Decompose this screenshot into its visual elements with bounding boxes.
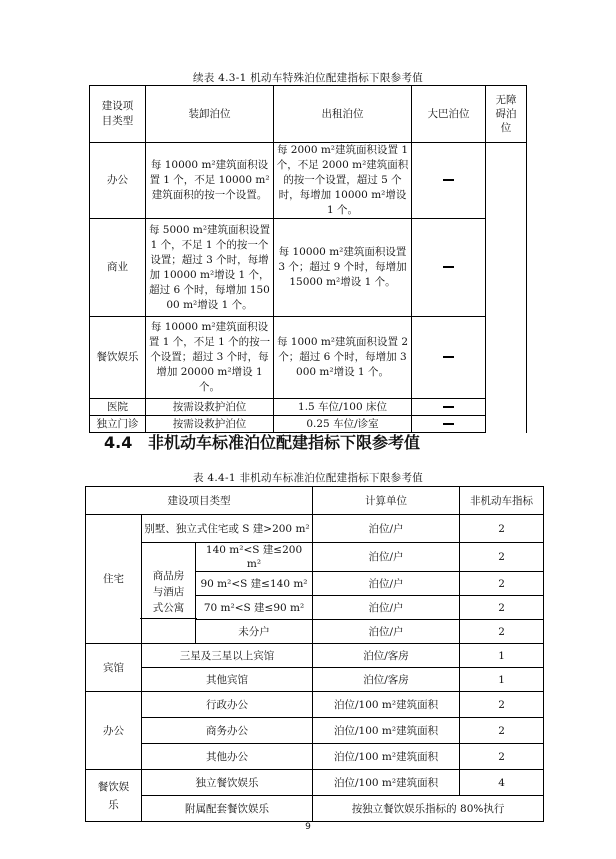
category-housing: 住宅 — [86, 515, 142, 644]
table-row — [86, 692, 544, 718]
item-unit: 泊位/户 — [313, 543, 460, 572]
dash-mark — [443, 406, 454, 408]
item-name: 商务办公 — [142, 718, 313, 744]
item-value: 2 — [460, 572, 544, 596]
row-type: 医院 — [90, 399, 146, 416]
row-type: 商业 — [90, 219, 146, 317]
item-unit: 泊位/100 m²建筑面积 — [313, 770, 460, 796]
item-value: 2 — [460, 596, 544, 620]
table1-header: 无障碍泊位 — [486, 86, 527, 143]
table-row — [86, 796, 544, 822]
item-unit: 泊位/100 m²建筑面积 — [313, 692, 460, 718]
table-row — [86, 770, 544, 796]
loading-cell: 每 10000 m²建筑面积设置 1 个，不足 10000 m²建筑面积的按一个设置。 — [146, 143, 274, 219]
item-unit: 泊位/客房 — [313, 644, 460, 668]
bus-cell — [412, 416, 486, 433]
item-unit: 泊位/户 — [313, 620, 460, 644]
table1-header: 装卸泊位 — [146, 86, 274, 143]
taxi-cell: 每 2000 m²建筑面积设置 1 个，不足 2000 m²建筑面积的按一个设置，超过 5 个时，每增加 10000 m²增设 1 个。 — [274, 143, 412, 219]
item-value: 2 — [460, 620, 544, 644]
item-value: 1 — [460, 644, 544, 668]
table-row — [90, 143, 527, 219]
taxi-cell: 每 1000 m²建筑面积设置 2 个；超过 6 个时，每增加 3000 m²增设 1 个。 — [274, 317, 412, 399]
dash-mark — [443, 423, 454, 425]
accessible-cell — [486, 143, 527, 433]
taxi-cell: 0.25 车位/诊室 — [274, 416, 412, 433]
table1-special-parking — [89, 85, 527, 433]
table2-header: 计算单位 — [313, 487, 460, 515]
item-name: 其他办公 — [142, 744, 313, 770]
taxi-cell: 1.5 车位/100 床位 — [274, 399, 412, 416]
category-office: 办公 — [86, 692, 142, 770]
item-value: 1 — [460, 668, 544, 692]
subgroup-commercial-housing — [142, 543, 196, 644]
table-row — [86, 668, 544, 692]
item-value: 2 — [460, 744, 544, 770]
dash-mark — [443, 266, 454, 268]
item-name: 附属配套餐饮娱乐 — [142, 796, 313, 822]
table2-header-row — [86, 487, 544, 515]
row-type: 餐饮娱乐 — [90, 317, 146, 399]
dash-mark — [443, 179, 454, 181]
table2-header: 建设项目类型 — [86, 487, 313, 515]
item-name: 90 m²<S 建≤140 m² — [196, 572, 313, 596]
item-value: 2 — [460, 543, 544, 572]
row-type: 独立门诊 — [90, 416, 146, 433]
item-name: 行政办公 — [142, 692, 313, 718]
category-dining: 餐饮娱乐 — [86, 770, 142, 822]
item-value: 2 — [460, 718, 544, 744]
table2-header: 非机动车指标 — [460, 487, 544, 515]
item-unit: 泊位/户 — [313, 515, 460, 543]
item-value: 2 — [460, 692, 544, 718]
loading-cell: 每 5000 m²建筑面积设置 1 个，不足 1 个的按一个设置；超过 3 个时，每增加 10000 m²增设 1 个，超过 6 个时，每增加 15000 m²增设 1 个。 — [146, 219, 274, 317]
item-name: 未分户 — [196, 620, 313, 644]
item-unit: 泊位/户 — [313, 596, 460, 620]
row-type: 办公 — [90, 143, 146, 219]
item-value: 4 — [460, 770, 544, 796]
subgroup-label: 商品房与酒店式公寓 — [140, 568, 197, 619]
page-number: 9 — [305, 822, 311, 832]
loading-cell: 按需设救护泊位 — [146, 399, 274, 416]
item-name: 独立餐饮娱乐 — [142, 770, 313, 796]
loading-cell: 每 10000 m²建筑面积设置 1 个，不足 1 个的按一个设置；超过 3 个时，每增加 20000 m²增设 1 个。 — [146, 317, 274, 399]
table-row — [86, 515, 544, 543]
bus-cell — [412, 219, 486, 317]
item-unit: 泊位/户 — [313, 572, 460, 596]
table-row — [86, 543, 544, 572]
dash-mark — [443, 356, 454, 358]
table-row — [86, 644, 544, 668]
table1-header: 大巴泊位 — [412, 86, 486, 143]
table-row — [90, 219, 527, 317]
table1-header: 建设项目类型 — [90, 86, 146, 143]
item-unit: 泊位/客房 — [313, 668, 460, 692]
category-hotel: 宾馆 — [86, 644, 142, 692]
item-unit: 泊位/100 m²建筑面积 — [313, 718, 460, 744]
section-heading — [104, 430, 420, 453]
table-row — [86, 744, 544, 770]
taxi-cell: 每 10000 m²建筑面积设置 3 个；超过 9 个时，每增加 15000 m²增设 1 个。 — [274, 219, 412, 317]
item-unit: 泊位/100 m²建筑面积 — [313, 744, 460, 770]
section-number: 4.4 — [104, 433, 133, 452]
table-row — [90, 317, 527, 399]
table1-header-row — [90, 86, 527, 143]
table-row — [86, 718, 544, 744]
table2-nonmotor-parking — [85, 486, 544, 822]
bus-cell — [412, 399, 486, 416]
item-name: 别墅、独立式住宅或 S 建>200 m² — [142, 515, 313, 543]
bus-cell — [412, 317, 486, 399]
item-name: 140 m²<S 建≤200 m² — [196, 543, 313, 572]
item-name: 其他宾馆 — [142, 668, 313, 692]
section-title: 非机动车标准泊位配建指标下限参考值 — [148, 433, 421, 452]
bus-cell — [412, 143, 486, 219]
table2-caption: 表 4.4-1 非机动车标准泊位配建指标下限参考值 — [192, 472, 424, 484]
table1-caption: 续表 4.3-1 机动车特殊泊位配建指标下限参考值 — [192, 72, 424, 84]
item-note: 按独立餐饮娱乐指标的 80%执行 — [313, 796, 544, 822]
item-value: 2 — [460, 515, 544, 543]
item-name: 70 m²<S 建≤90 m² — [196, 596, 313, 620]
item-name: 三星及三星以上宾馆 — [142, 644, 313, 668]
table1-header: 出租泊位 — [274, 86, 412, 143]
loading-cell: 按需设救护泊位 — [146, 416, 274, 433]
table-row — [90, 399, 527, 416]
